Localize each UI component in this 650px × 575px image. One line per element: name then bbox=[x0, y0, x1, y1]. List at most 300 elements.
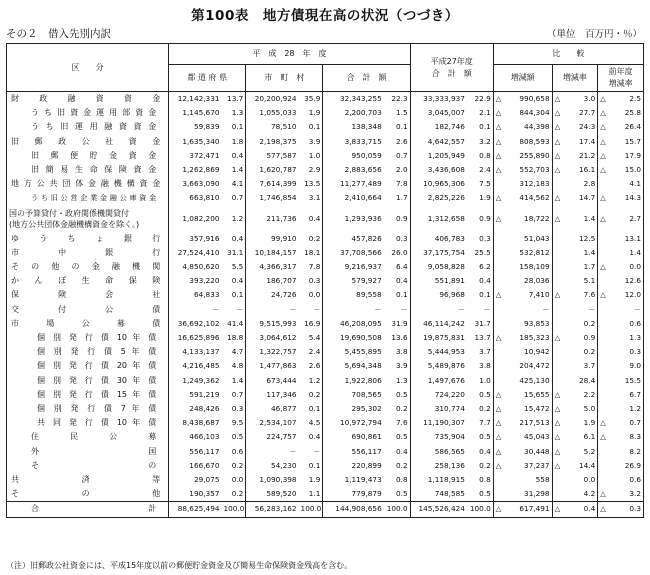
prev-change-rate: 17.9 bbox=[608, 149, 644, 163]
change-sign bbox=[493, 473, 503, 487]
municipality-amount: 9,515,993 bbox=[259, 318, 297, 328]
prev-change-rate: 13.1 bbox=[608, 232, 644, 246]
row-label: 地方公共団体金融機構資金 bbox=[7, 177, 169, 191]
total-share: 0.5 bbox=[384, 430, 410, 444]
prev-total-share: 0.5 bbox=[467, 430, 493, 444]
prefecture-amount: － bbox=[212, 304, 220, 314]
prev-total-amount: 46,114,242 bbox=[423, 318, 465, 328]
change-rate: 27.7 bbox=[562, 106, 597, 120]
prev-rate-sign bbox=[598, 345, 608, 359]
change-amount: 15,655 bbox=[503, 388, 552, 402]
prefecture-share: 0.4 bbox=[221, 149, 245, 163]
change-sign bbox=[493, 303, 503, 317]
rate-sign bbox=[552, 246, 562, 260]
rate-sign: △ bbox=[554, 150, 561, 160]
municipality-amount: 99,910 bbox=[271, 233, 297, 243]
table-row bbox=[7, 206, 644, 232]
municipality-amount: 1,620,787 bbox=[259, 165, 297, 175]
rate-sign bbox=[552, 359, 562, 373]
change-amount: － bbox=[503, 303, 552, 317]
total-share: 2.0 bbox=[384, 163, 410, 177]
total-amount: 690,861 bbox=[351, 432, 382, 442]
prefecture-share: 0.5 bbox=[221, 430, 245, 444]
municipality-share: 0.4 bbox=[299, 206, 323, 232]
prev-total-amount: 10,965,306 bbox=[423, 179, 465, 189]
header-h27: 平成27年度 合 計 額 bbox=[410, 44, 493, 92]
rate-sign: △ bbox=[554, 94, 561, 103]
prev-total-amount: 33,333,937 bbox=[423, 94, 465, 103]
row-label: 個 別 発 行 債 30 年 債 bbox=[7, 374, 169, 388]
municipality-share: 0.2 bbox=[299, 388, 323, 402]
prev-total-share: 0.8 bbox=[467, 149, 493, 163]
total-amount: 19,690,508 bbox=[339, 333, 382, 343]
total-amount: 1,922,806 bbox=[344, 375, 382, 385]
prefecture-amount: 190,357 bbox=[189, 489, 220, 499]
prefecture-share: 0.4 bbox=[221, 274, 245, 288]
prev-total-amount: 3,436,608 bbox=[427, 165, 465, 175]
prefecture-amount: 466,103 bbox=[189, 432, 220, 442]
table-row bbox=[7, 135, 644, 149]
change-rate: 0.9 bbox=[562, 331, 597, 345]
prev-change-rate: 0.3 bbox=[608, 502, 644, 517]
total-amount: － bbox=[374, 304, 382, 314]
municipality-amount: 56,283,162 bbox=[246, 502, 299, 517]
change-amount: 31,298 bbox=[503, 487, 552, 502]
rate-sign bbox=[552, 317, 562, 331]
rate-sign: △ bbox=[554, 389, 561, 399]
prefecture-share: － bbox=[221, 303, 245, 317]
prev-rate-sign: △ bbox=[600, 432, 606, 442]
table-row bbox=[7, 416, 644, 430]
prefecture-amount: 1,635,340 bbox=[182, 136, 220, 146]
prefecture-amount: 3,663,090 bbox=[182, 179, 220, 189]
change-sign bbox=[493, 374, 503, 388]
change-amount: 37,237 bbox=[503, 459, 552, 473]
municipality-share: 100.0 bbox=[299, 502, 323, 517]
municipality-share: 4.5 bbox=[299, 416, 323, 430]
prev-rate-sign bbox=[598, 177, 608, 191]
total-share: 0.1 bbox=[384, 288, 410, 302]
prev-change-rate: 0.6 bbox=[608, 317, 644, 331]
prev-change-rate: 15.7 bbox=[608, 135, 644, 149]
total-amount: 556,117 bbox=[351, 446, 382, 456]
total-share: 7.6 bbox=[384, 416, 410, 430]
change-amount: 414,562 bbox=[503, 191, 552, 205]
prev-total-share: 0.3 bbox=[467, 232, 493, 246]
municipality-share: 16.9 bbox=[299, 317, 323, 331]
total-share: 7.8 bbox=[384, 177, 410, 191]
total-amount: 779,879 bbox=[351, 489, 382, 499]
prev-total-amount: 5,489,876 bbox=[427, 361, 465, 371]
unit-label: （単位 百万円・％） bbox=[546, 29, 642, 40]
change-amount: 558 bbox=[503, 473, 552, 487]
prev-rate-sign: △ bbox=[600, 136, 606, 146]
prefecture-amount: 1,249,362 bbox=[182, 375, 220, 385]
row-label: 個 別 発 行 債 10 年 債 bbox=[7, 331, 169, 345]
prefecture-share: 5.5 bbox=[221, 260, 245, 274]
municipality-amount: 78,510 bbox=[271, 122, 297, 132]
total-share: 1.5 bbox=[384, 106, 410, 120]
rate-sign: △ bbox=[554, 333, 561, 343]
total-share: 0.3 bbox=[384, 232, 410, 246]
municipality-share: 18.1 bbox=[299, 246, 323, 260]
table-row bbox=[7, 345, 644, 359]
prev-total-share: 0.1 bbox=[467, 288, 493, 302]
municipality-share: 2.4 bbox=[299, 345, 323, 359]
municipality-amount: － bbox=[289, 304, 297, 314]
municipality-share: 1.9 bbox=[299, 473, 323, 487]
total-share: 0.9 bbox=[384, 206, 410, 232]
municipality-amount: 117,346 bbox=[266, 389, 297, 399]
total-share: 13.6 bbox=[384, 331, 410, 345]
prefecture-share: 0.1 bbox=[221, 120, 245, 134]
total-share: 0.5 bbox=[384, 388, 410, 402]
change-rate: 3.7 bbox=[562, 359, 597, 373]
change-rate: 16.1 bbox=[562, 163, 597, 177]
prev-change-rate: 9.0 bbox=[608, 359, 644, 373]
row-label: か ん ぽ 生 命 保 険 bbox=[7, 274, 169, 288]
header-rate: 増減率 bbox=[552, 65, 598, 92]
prefecture-amount: 12,142,331 bbox=[177, 94, 220, 103]
total-share: 0.1 bbox=[384, 120, 410, 134]
prev-change-rate: 12.0 bbox=[608, 288, 644, 302]
row-label: 市 場 公 募 債 bbox=[7, 317, 169, 331]
municipality-share: 2.6 bbox=[299, 359, 323, 373]
prefecture-amount: 16,625,896 bbox=[177, 333, 220, 343]
change-sign: △ bbox=[495, 214, 502, 224]
change-amount: 990,658 bbox=[503, 92, 552, 107]
row-label: 市 中 銀 行 bbox=[7, 246, 169, 260]
table-row bbox=[7, 473, 644, 487]
header-category: 区 分 bbox=[7, 44, 169, 92]
table-row bbox=[7, 359, 644, 373]
prev-rate-sign: △ bbox=[600, 122, 606, 132]
rate-sign bbox=[552, 345, 562, 359]
total-share: 1.3 bbox=[384, 374, 410, 388]
row-label: 共 同 発 行 債 10 年 債 bbox=[7, 416, 169, 430]
row-label: 保 険 会 社 bbox=[7, 288, 169, 302]
municipality-share: 7.8 bbox=[299, 260, 323, 274]
prev-total-share: 0.5 bbox=[467, 487, 493, 502]
prefecture-amount: 64,833 bbox=[193, 290, 220, 300]
row-label: 個 別 発 行 債 7 年 債 bbox=[7, 402, 169, 416]
municipality-share: 0.1 bbox=[299, 120, 323, 134]
municipality-share: 1.1 bbox=[299, 487, 323, 502]
prev-change-rate: 1.2 bbox=[608, 402, 644, 416]
change-rate: 24.3 bbox=[562, 120, 597, 134]
row-label: 旧 郵 政 公 社 資 金 bbox=[7, 135, 169, 149]
prev-total-share: 3.7 bbox=[467, 345, 493, 359]
rate-sign bbox=[552, 303, 562, 317]
municipality-amount: 4,366,317 bbox=[259, 262, 297, 272]
prev-total-amount: 19,875,831 bbox=[423, 333, 465, 343]
change-rate: 1.4 bbox=[562, 246, 597, 260]
municipality-share: 2.9 bbox=[299, 163, 323, 177]
prev-change-rate: 0.6 bbox=[608, 473, 644, 487]
prev-rate-sign: △ bbox=[600, 214, 606, 224]
change-amount: 51,043 bbox=[503, 232, 552, 246]
prefecture-amount: 372,471 bbox=[189, 150, 220, 160]
prefecture-amount: 4,133,137 bbox=[182, 347, 220, 357]
prefecture-amount: 393,220 bbox=[189, 276, 220, 286]
change-sign: △ bbox=[495, 333, 502, 343]
row-label: そ の bbox=[7, 459, 169, 473]
prev-total-amount: 3,045,007 bbox=[427, 108, 465, 118]
change-rate: 1.9 bbox=[562, 416, 597, 430]
change-rate: 7.6 bbox=[562, 288, 597, 302]
municipality-share: 5.4 bbox=[299, 331, 323, 345]
municipality-share: 1.0 bbox=[299, 149, 323, 163]
prev-rate-sign: △ bbox=[600, 193, 606, 203]
total-amount: 138,348 bbox=[351, 122, 382, 132]
row-label: うち旧公営企業金融公庫資金 bbox=[7, 191, 169, 205]
row-label: 交 付 公 債 bbox=[7, 303, 169, 317]
prev-rate-sign bbox=[598, 388, 608, 402]
table-row bbox=[7, 487, 644, 502]
change-rate: 12.5 bbox=[562, 232, 597, 246]
table-subtitle: その２ 借入先別内訳 bbox=[6, 28, 111, 40]
prefecture-amount: 357,916 bbox=[189, 233, 220, 243]
row-label: ゆ う ち ょ 銀 行 bbox=[7, 232, 169, 246]
change-amount: 18,722 bbox=[503, 206, 552, 232]
header-h28: 平 成 28 年 度 bbox=[169, 44, 410, 65]
prev-total-amount: 11,190,307 bbox=[423, 418, 465, 428]
row-label: うち旧資金運用部資金 bbox=[7, 106, 169, 120]
rate-sign bbox=[552, 374, 562, 388]
municipality-amount: 46,877 bbox=[271, 404, 297, 414]
rate-sign: △ bbox=[554, 193, 561, 203]
rate-sign: △ bbox=[554, 122, 561, 132]
total-amount: 5,694,348 bbox=[344, 361, 382, 371]
prev-change-rate: 26.4 bbox=[608, 120, 644, 134]
total-amount: 2,883,656 bbox=[344, 165, 382, 175]
municipality-amount: 224,757 bbox=[266, 432, 297, 442]
municipality-amount: － bbox=[289, 446, 297, 456]
prefecture-amount: 27,524,410 bbox=[177, 247, 220, 257]
change-sign bbox=[493, 345, 503, 359]
table-row bbox=[7, 402, 644, 416]
row-label: 合 計 bbox=[7, 502, 169, 517]
row-label: 外 国 bbox=[7, 445, 169, 459]
prefecture-share: 0.0 bbox=[221, 473, 245, 487]
prev-rate-sign bbox=[598, 317, 608, 331]
total-share: 26.0 bbox=[384, 246, 410, 260]
change-rate: 6.1 bbox=[562, 430, 597, 444]
row-label: 住 民 公 募 bbox=[7, 430, 169, 444]
change-rate: 0.2 bbox=[562, 345, 597, 359]
change-sign: △ bbox=[495, 404, 502, 414]
prefecture-share: 18.8 bbox=[221, 331, 245, 345]
change-sign bbox=[493, 260, 503, 274]
change-sign bbox=[493, 274, 503, 288]
table-row bbox=[7, 303, 644, 317]
municipality-amount: 1,477,863 bbox=[259, 361, 297, 371]
total-amount: 46,208,095 bbox=[339, 318, 382, 328]
rate-sign: △ bbox=[554, 432, 561, 442]
rate-sign: △ bbox=[554, 214, 561, 224]
change-amount: 15,472 bbox=[503, 402, 552, 416]
prefecture-share: 0.1 bbox=[221, 288, 245, 302]
row-label: そ の 他 の 金 融 機 関 bbox=[7, 260, 169, 274]
total-share: 1.7 bbox=[384, 191, 410, 205]
change-rate: 4.2 bbox=[562, 487, 597, 502]
prev-total-share: 22.9 bbox=[467, 92, 493, 107]
prev-total-amount: 406,783 bbox=[434, 233, 465, 243]
table-row bbox=[7, 120, 644, 134]
prefecture-amount: 166,670 bbox=[189, 460, 220, 470]
prefecture-amount: 1,145,670 bbox=[182, 108, 220, 118]
prefecture-amount: 4,216,485 bbox=[182, 361, 220, 371]
total-amount: 89,558 bbox=[356, 290, 382, 300]
rate-sign bbox=[552, 487, 562, 502]
table-row bbox=[7, 317, 644, 331]
change-sign: △ bbox=[495, 432, 502, 442]
prev-change-rate: 3.2 bbox=[608, 487, 644, 502]
prefecture-share: 0.7 bbox=[221, 388, 245, 402]
change-rate: 1.4 bbox=[562, 206, 597, 232]
total-amount: 37,708,566 bbox=[339, 247, 382, 257]
total-share: 0.2 bbox=[384, 459, 410, 473]
prev-total-amount: 310,774 bbox=[434, 404, 465, 414]
prev-rate-sign bbox=[598, 473, 608, 487]
total-amount: 10,972,794 bbox=[339, 418, 382, 428]
municipality-share: 1.2 bbox=[299, 374, 323, 388]
prev-rate-sign bbox=[598, 303, 608, 317]
prefecture-share: 1.4 bbox=[221, 163, 245, 177]
rate-sign: △ bbox=[554, 418, 561, 428]
change-sign: △ bbox=[495, 108, 502, 118]
table-row bbox=[7, 149, 644, 163]
prefecture-share: 0.2 bbox=[221, 459, 245, 473]
prev-change-rate: 0.0 bbox=[608, 260, 644, 274]
municipality-share: 0.0 bbox=[299, 288, 323, 302]
debt-table bbox=[6, 43, 644, 518]
prefecture-amount: 248,426 bbox=[189, 404, 220, 414]
total-share: 0.2 bbox=[384, 402, 410, 416]
header-prev-rate: 前年度 増減率 bbox=[598, 65, 644, 92]
total-share: 6.4 bbox=[384, 260, 410, 274]
municipality-amount: 7,614,399 bbox=[259, 179, 297, 189]
prev-rate-sign bbox=[598, 331, 608, 345]
total-amount: 2,200,703 bbox=[344, 108, 382, 118]
prefecture-share: 100.0 bbox=[221, 502, 245, 517]
prev-total-amount: 1,497,676 bbox=[427, 375, 465, 385]
rate-sign: △ bbox=[554, 290, 561, 300]
prev-rate-sign bbox=[598, 374, 608, 388]
prefecture-share: 4.7 bbox=[221, 345, 245, 359]
change-sign bbox=[493, 232, 503, 246]
change-rate: － bbox=[562, 303, 597, 317]
row-label: 旧簡易生命保険資金 bbox=[7, 163, 169, 177]
prev-total-share: － bbox=[467, 303, 493, 317]
total-share: 100.0 bbox=[384, 502, 410, 517]
prefecture-share: 1.3 bbox=[221, 106, 245, 120]
municipality-amount: 3,064,612 bbox=[259, 333, 297, 343]
prefecture-amount: 8,438,687 bbox=[182, 418, 220, 428]
change-sign bbox=[493, 317, 503, 331]
total-amount: 579,927 bbox=[351, 276, 382, 286]
prefecture-share: 0.3 bbox=[221, 402, 245, 416]
municipality-amount: 1,322,757 bbox=[259, 347, 297, 357]
change-amount: 185,323 bbox=[503, 331, 552, 345]
change-sign: △ bbox=[495, 389, 502, 399]
prev-total-share: 0.5 bbox=[467, 388, 493, 402]
change-amount: 255,890 bbox=[503, 149, 552, 163]
table-row bbox=[7, 163, 644, 177]
prev-change-rate: 0.3 bbox=[608, 345, 644, 359]
prev-change-rate: 4.1 bbox=[608, 177, 644, 191]
change-sign bbox=[493, 359, 503, 373]
prev-total-share: 0.4 bbox=[467, 445, 493, 459]
prev-rate-sign: △ bbox=[600, 165, 606, 175]
prefecture-share: 1.8 bbox=[221, 135, 245, 149]
header-prefecture: 都 道 府 県 bbox=[169, 65, 246, 92]
change-amount: 10,942 bbox=[503, 345, 552, 359]
total-amount: 1,119,473 bbox=[344, 475, 382, 485]
total-share: － bbox=[384, 303, 410, 317]
prefecture-share: 4.8 bbox=[221, 359, 245, 373]
prev-rate-sign bbox=[598, 246, 608, 260]
total-amount: 32,343,255 bbox=[339, 94, 382, 103]
municipality-share: 0.1 bbox=[299, 402, 323, 416]
municipality-share: 0.4 bbox=[299, 430, 323, 444]
prev-total-share: 3.2 bbox=[467, 135, 493, 149]
prev-rate-sign: △ bbox=[600, 418, 606, 428]
total-share: 0.4 bbox=[384, 445, 410, 459]
prev-total-amount: 2,825,226 bbox=[427, 193, 465, 203]
table-row bbox=[7, 274, 644, 288]
prev-rate-sign: △ bbox=[600, 150, 606, 160]
table-row bbox=[7, 459, 644, 473]
change-rate: 21.2 bbox=[562, 149, 597, 163]
header-total: 合 計 額 bbox=[323, 65, 410, 92]
table-row bbox=[7, 246, 644, 260]
municipality-amount: 2,534,107 bbox=[259, 418, 297, 428]
prev-total-amount: － bbox=[457, 304, 465, 314]
header-municipality: 市 町 村 bbox=[246, 65, 323, 92]
total-share: 3.8 bbox=[384, 345, 410, 359]
prev-rate-sign bbox=[598, 359, 608, 373]
prev-change-rate: 1.4 bbox=[608, 246, 644, 260]
total-amount: 708,565 bbox=[351, 389, 382, 399]
prev-change-rate: 0.7 bbox=[608, 416, 644, 430]
prev-rate-sign: △ bbox=[600, 290, 606, 300]
change-sign: △ bbox=[495, 94, 502, 103]
prefecture-amount: 1,262,869 bbox=[182, 165, 220, 175]
change-rate: 14.4 bbox=[562, 459, 597, 473]
total-share: 31.9 bbox=[384, 317, 410, 331]
prefecture-share: 0.4 bbox=[221, 232, 245, 246]
total-amount: 5,455,895 bbox=[344, 347, 382, 357]
prefecture-amount: 88,625,494 bbox=[169, 502, 222, 517]
change-sign: △ bbox=[495, 460, 502, 470]
row-label: 個 別 発 行 債 5 年 債 bbox=[7, 345, 169, 359]
change-rate: 1.7 bbox=[562, 260, 597, 274]
prefecture-share: 0.2 bbox=[221, 487, 245, 502]
rate-sign: △ bbox=[554, 404, 561, 414]
change-amount: 552,703 bbox=[503, 163, 552, 177]
municipality-amount: 10,184,157 bbox=[254, 247, 297, 257]
municipality-share: 0.2 bbox=[299, 232, 323, 246]
table-row bbox=[7, 106, 644, 120]
change-amount: 312,183 bbox=[503, 177, 552, 191]
prev-rate-sign: △ bbox=[600, 489, 606, 499]
row-label: 個 別 発 行 債 15 年 債 bbox=[7, 388, 169, 402]
prev-total-amount: 145,526,424 bbox=[410, 502, 467, 517]
total-amount: 457,826 bbox=[351, 233, 382, 243]
rate-sign bbox=[552, 177, 562, 191]
prefecture-share: 1.2 bbox=[221, 206, 245, 232]
